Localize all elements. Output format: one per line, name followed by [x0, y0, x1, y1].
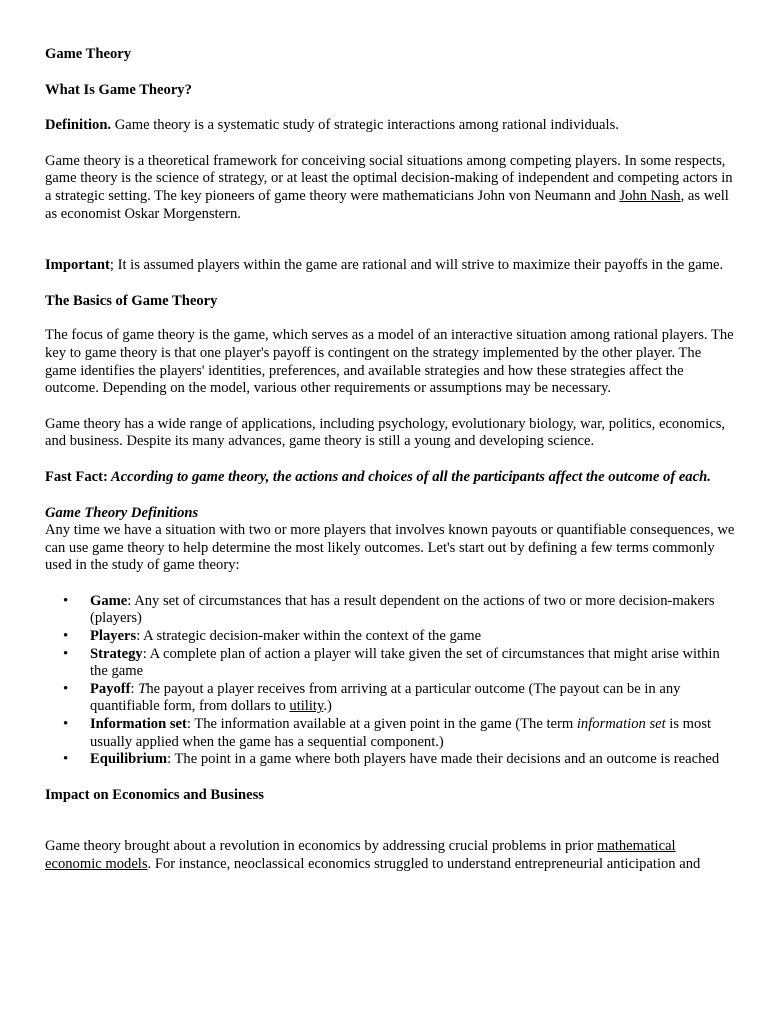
definition-text: Game theory is a systematic study of strategic interactions among rational individuals.: [111, 117, 619, 134]
payoff-italic-letter: T: [138, 680, 147, 697]
impact-text-b: . For instance, neoclassical economics struggled to understand entrepreneurial anticipation and: [147, 856, 701, 872]
information-set-italic: information set: [576, 716, 666, 733]
term-information-set: Information set: [90, 716, 187, 733]
heading-what-is-game-theory: What Is Game Theory?: [45, 81, 192, 98]
heading-basics: The Basics of Game Theory: [45, 292, 218, 309]
payoff-separator: :: [130, 680, 139, 697]
important-text: ; It is assumed players within the game are rational and will strive to maximize their payoffs in the game.: [109, 257, 724, 274]
document-page: [45, 46, 735, 874]
definition-text-strategy: : A complete plan of action a player will take given the set of circumstances that might arise within the game: [90, 645, 720, 680]
important-paragraph: [45, 257, 735, 275]
term-strategy: Strategy: [90, 645, 143, 662]
term-players: Players: [90, 628, 137, 645]
definitions-heading: Game Theory Definitions: [45, 504, 199, 521]
fast-fact-label: Fast Fact:: [45, 468, 108, 485]
applications-paragraph: Game theory has a wide range of applications, including psychology, evolutionary biology, war, politics, economics, and business. Despite its many advances, game theory is still a young and developing science.: [45, 415, 726, 450]
document-title: Game Theory: [45, 46, 132, 62]
definition-label: Definition.: [45, 117, 112, 134]
definition-text-payoff-a: he payout a player receives from arriving at a particular outcome (The payout can be in any quantifiable form, from dollars to: [90, 680, 681, 715]
impact-paragraph: [45, 838, 735, 873]
intro-paragraph: [45, 153, 735, 223]
intro-text-b: , as well as economist Oskar Morgenstern.: [45, 187, 729, 222]
mathematical-economic-models-link[interactable]: mathematical economic models: [45, 838, 676, 872]
definition-item-strategy: [45, 646, 735, 681]
basics-paragraph: The focus of game theory is the game, which serves as a model of an interactive situation among rational players. The key to game theory is that one player's payoff is contingent on the strategy implemented by the other player. The game identifies the players' identities, preferences, and available strategies and how these strategies affect the outcome. Depending on the model, various other requirements or assumptions may be necessary.: [45, 327, 734, 397]
definition-text-equilibrium: : The point in a game where both players have made their decisions and an outcome is reached: [167, 751, 720, 768]
utility-link[interactable]: utility: [289, 698, 324, 715]
fast-fact-paragraph: [45, 469, 735, 487]
definitions-section: [45, 505, 735, 575]
definition-text-players: : A strategic decision-maker within the context of the game: [136, 628, 482, 645]
heading-impact: Impact on Economics and Business: [45, 786, 264, 803]
definition-text-payoff-b: .): [323, 698, 332, 715]
intro-text-a: Game theory is a theoretical framework for conceiving social situations among competing players. In some respects, game theory is the science of strategy, or at least the optimal decision-making of independent and competing actors in a strategic setting. The key pioneers of game theory were mathematicians John von Neumann and: [45, 152, 733, 204]
definition-item-information-set: [45, 716, 735, 751]
definition-text-information-set-a: : The information available at a given point in the game (The term: [186, 716, 577, 733]
definition-item-equilibrium: [45, 751, 735, 769]
term-game: Game: [90, 592, 128, 609]
impact-text-a: Game theory brought about a revolution in economics by addressing crucial problems in prior: [45, 838, 597, 855]
definition-text-information-set-b: is most usually applied when the game has a sequential component.): [90, 716, 712, 750]
term-payoff: Payoff: [90, 680, 131, 697]
definition-item-players: [45, 628, 735, 646]
definition-text-game: : Any set of circumstances that has a result dependent on the actions of two or more decision-makers (players): [90, 592, 715, 627]
definitions-intro: Any time we have a situation with two or more players that involves known payouts or quantifiable consequences, we can use game theory to help determine the most likely outcomes. Let's start out by defining a few terms commonly used in the study of game theory:: [45, 522, 735, 574]
important-label: Important: [45, 257, 110, 274]
term-equilibrium: Equilibrium: [90, 751, 168, 768]
definitions-list: [45, 593, 735, 769]
definition-paragraph: [45, 117, 735, 135]
fast-fact-text: According to game theory, the actions and choices of all the participants affect the outcome of each.: [107, 468, 711, 485]
john-nash-link[interactable]: John Nash: [619, 187, 681, 204]
definition-item-payoff: [45, 681, 735, 716]
definition-item-game: [45, 593, 735, 628]
